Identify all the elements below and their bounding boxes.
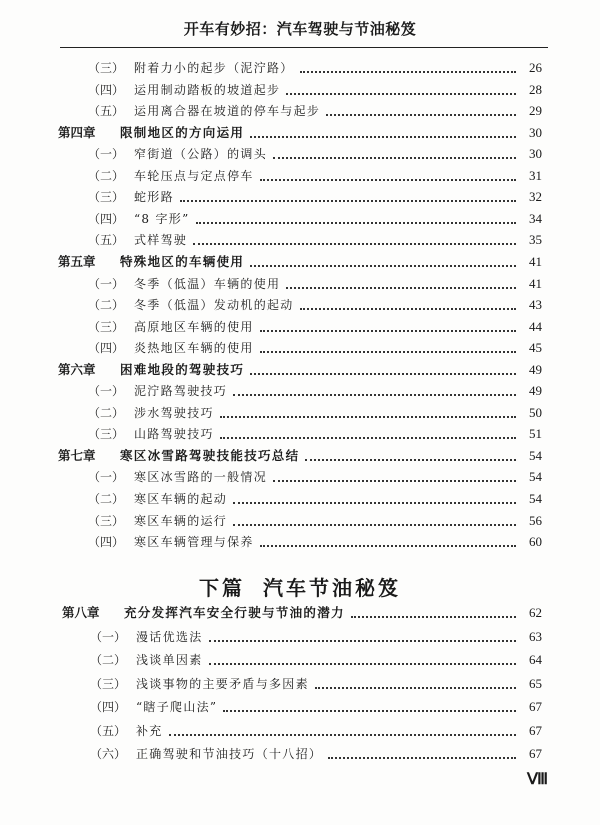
toc-entry-title: 运用离合器在坡道的停车与起步 (134, 104, 321, 119)
toc-section-entry (88, 403, 542, 423)
toc-section-entry (90, 744, 542, 764)
dot-leader (250, 265, 516, 267)
toc-entry-number: （四） (88, 82, 125, 97)
toc-section-entry (88, 166, 542, 186)
toc-entry-number: 第八章 (62, 605, 100, 620)
toc-section-entry (90, 627, 542, 647)
toc-section-entry (88, 511, 542, 531)
toc-entry-number: （二） (88, 168, 125, 183)
dot-leader (326, 114, 516, 116)
toc-entry-title: 式样驾驶 (134, 233, 188, 248)
toc-entry-title: “瞎子爬山法” (136, 700, 218, 714)
part-heading (0, 572, 600, 601)
toc-entry-title: 特殊地区的车辆使用 (120, 253, 245, 269)
toc-entry-title: 冬季（低温）发动机的起动 (134, 298, 294, 313)
toc-entry-number: （五） (88, 233, 125, 248)
toc-entry-title: 寒区车辆的起动 (134, 492, 228, 506)
toc-entry-number: （二） (88, 298, 125, 313)
toc-entry-number: （五） (88, 104, 125, 119)
toc-entry-title: 泥泞路驾驶技巧 (134, 384, 228, 399)
toc-chapter-entry (58, 360, 542, 380)
toc-entry-number: （三） (88, 61, 125, 75)
dot-leader (233, 502, 516, 504)
toc-entry-number: （四） (90, 700, 127, 714)
dot-leader (209, 640, 516, 642)
toc-entry-page: 26 (529, 60, 542, 75)
toc-entry-title: 漫话优选法 (136, 629, 203, 644)
toc-entry-page: 41 (529, 275, 542, 291)
dot-leader (300, 71, 516, 73)
toc-entry-number: （一） (88, 470, 125, 485)
toc-entry-page: 49 (529, 361, 542, 377)
toc-entry-number: （三） (88, 190, 125, 205)
toc-entry-title: 寒区车辆的运行 (134, 513, 228, 528)
toc-entry-title: 炎热地区车辆的使用 (134, 341, 254, 356)
toc-entry-title: 补充 (136, 723, 163, 738)
toc-entry-page: 35 (529, 232, 542, 248)
toc-chapter-entry (58, 252, 542, 272)
dot-leader (223, 710, 516, 712)
toc-entry-number: （三） (88, 427, 125, 442)
toc-entry-title: 限制地区的方向运用 (120, 124, 245, 140)
toc-entry-title: 山路驾驶技巧 (134, 427, 214, 442)
dot-leader (286, 287, 516, 289)
toc-entry-page: 49 (529, 383, 542, 399)
toc-entry-page: 67 (529, 699, 542, 714)
toc-entry-page: 56 (529, 512, 542, 528)
dot-leader (260, 351, 516, 353)
toc-entry-number: 第五章 (58, 253, 96, 269)
toc-entry-number: 第七章 (58, 447, 96, 463)
toc-entry-number: （四） (88, 535, 125, 550)
toc-section-entry (90, 721, 542, 741)
toc-entry-page: 45 (529, 340, 542, 356)
toc-entry-page: 63 (529, 628, 542, 644)
toc-entry-number: （二） (88, 405, 125, 420)
running-header: 开车有妙招：汽车驾驶与节油秘笈 (183, 20, 417, 38)
toc-entry-number: （二） (90, 653, 127, 667)
toc-section-entry (88, 467, 542, 487)
toc-chapter-entry (58, 123, 542, 143)
dot-leader (273, 157, 516, 159)
toc-entry-number: （五） (90, 723, 127, 738)
toc-entry-number: （三） (88, 513, 125, 528)
part-title: 汽车节油秘笈 (263, 576, 401, 600)
toc-section-entry (88, 338, 542, 358)
toc-entry-page: 64 (529, 652, 542, 667)
dot-leader (233, 524, 516, 526)
dot-leader (250, 373, 516, 375)
toc-entry-page: 54 (529, 447, 542, 463)
toc-entry-title: 蛇形路 (134, 190, 174, 205)
dot-leader (305, 459, 516, 461)
dot-leader (220, 416, 516, 418)
toc-section-entry (88, 295, 542, 315)
toc-entry-number: （二） (88, 492, 125, 506)
toc-entry-number: 第六章 (58, 361, 96, 377)
toc-entry-number: （一） (88, 147, 125, 162)
toc-entry-page: 54 (529, 469, 542, 485)
toc-entry-page: 51 (529, 426, 542, 442)
toc-entry-title: 寒区冰雪路驾驶技能技巧总结 (120, 447, 300, 463)
toc-section-entry (88, 187, 542, 207)
toc-entry-number: （六） (90, 747, 127, 761)
dot-leader (169, 734, 516, 736)
toc-entry-page: 28 (529, 81, 542, 97)
toc-entry-page: 43 (529, 297, 542, 313)
toc-entry-title: 浅谈单因素 (136, 653, 203, 667)
page-folio: Ⅷ (527, 771, 549, 788)
toc-entry-title: 窄街道（公路）的调头 (134, 147, 268, 162)
toc-entry-page: 67 (529, 722, 542, 738)
dot-leader (250, 136, 516, 138)
toc-entry-number: （一） (88, 384, 125, 399)
toc-entry-page: 29 (529, 103, 542, 119)
toc-section-entry (88, 230, 542, 250)
toc-entry-page: 34 (529, 210, 542, 226)
toc-section-entry (90, 650, 542, 670)
toc-entry-title: 涉水驾驶技巧 (134, 405, 214, 420)
toc-entry-page: 50 (529, 404, 542, 420)
dot-leader (328, 757, 516, 759)
toc-chapter-entry (62, 603, 542, 623)
toc-section-entry (88, 209, 542, 229)
toc-entry-title: 浅谈事物的主要矛盾与多因素 (136, 676, 309, 691)
toc-entry-page: 54 (529, 491, 542, 506)
toc-entry-page: 44 (529, 318, 542, 334)
dot-leader (260, 545, 516, 547)
toc-section-entry (88, 381, 542, 401)
dot-leader (351, 616, 516, 618)
toc-entry-number: （三） (88, 319, 125, 334)
toc-entry-title: 车轮压点与定点停车 (134, 168, 254, 183)
toc-entry-title: 困难地段的驾驶技巧 (120, 361, 245, 377)
toc-entry-page: 32 (529, 189, 542, 205)
dot-leader (260, 179, 516, 181)
toc-section-entry (90, 697, 542, 717)
toc-section-entry (88, 58, 542, 78)
dot-leader (196, 222, 516, 224)
toc-entry-title: 附着力小的起步（泥泞路） (134, 61, 294, 75)
toc-entry-page: 41 (529, 253, 542, 269)
dot-leader (220, 437, 516, 439)
toc-section-entry (88, 317, 542, 337)
toc-entry-page: 65 (529, 675, 542, 691)
toc-entry-title: 充分发挥汽车安全行驶与节油的潜力 (124, 605, 345, 620)
toc-entry-page: 30 (529, 146, 542, 162)
toc-chapter-entry (58, 446, 542, 466)
toc-entry-page: 67 (529, 746, 542, 761)
toc-entry-page: 30 (529, 124, 542, 140)
dot-leader (315, 687, 516, 689)
dot-leader (193, 243, 516, 245)
toc-entry-page: 62 (529, 605, 542, 620)
dot-leader (233, 394, 516, 396)
toc-entry-number: （一） (88, 276, 125, 291)
toc-section-entry (88, 80, 542, 100)
toc-entry-number: 第四章 (58, 124, 96, 140)
dot-leader (209, 663, 516, 665)
toc-entry-number: （四） (88, 341, 125, 356)
toc-section-entry (88, 489, 542, 509)
toc-entry-title: 正确驾驶和节油技巧（十八招） (136, 747, 323, 761)
dot-leader (180, 200, 516, 202)
toc-entry-title: 高原地区车辆的使用 (134, 319, 254, 334)
toc-section-entry (88, 101, 542, 121)
toc-section-entry (88, 144, 542, 164)
toc-entry-title: 冬季（低温）车辆的使用 (134, 276, 281, 291)
toc-entry-title: 寒区冰雪路的一般情况 (134, 470, 268, 485)
toc-section-entry (90, 674, 542, 694)
toc-entry-title: “8 字形” (134, 211, 190, 226)
toc-entry-page: 60 (529, 534, 542, 550)
toc-entry-title: 运用制动踏板的坡道起步 (134, 82, 281, 97)
toc-entry-number: （三） (90, 676, 127, 691)
toc-entry-number: （一） (90, 629, 127, 644)
part-label: 下篇 (199, 576, 245, 600)
toc-section-entry (88, 532, 542, 552)
toc-entry-title: 寒区车辆管理与保养 (134, 535, 254, 550)
dot-leader (300, 308, 516, 310)
toc-section-entry (88, 424, 542, 444)
dot-leader (260, 330, 516, 332)
toc-entry-page: 31 (529, 167, 542, 183)
toc-section-entry (88, 274, 542, 294)
toc-entry-number: （四） (88, 211, 125, 226)
dot-leader (273, 480, 516, 482)
dot-leader (286, 93, 516, 95)
header-rule (60, 47, 548, 48)
